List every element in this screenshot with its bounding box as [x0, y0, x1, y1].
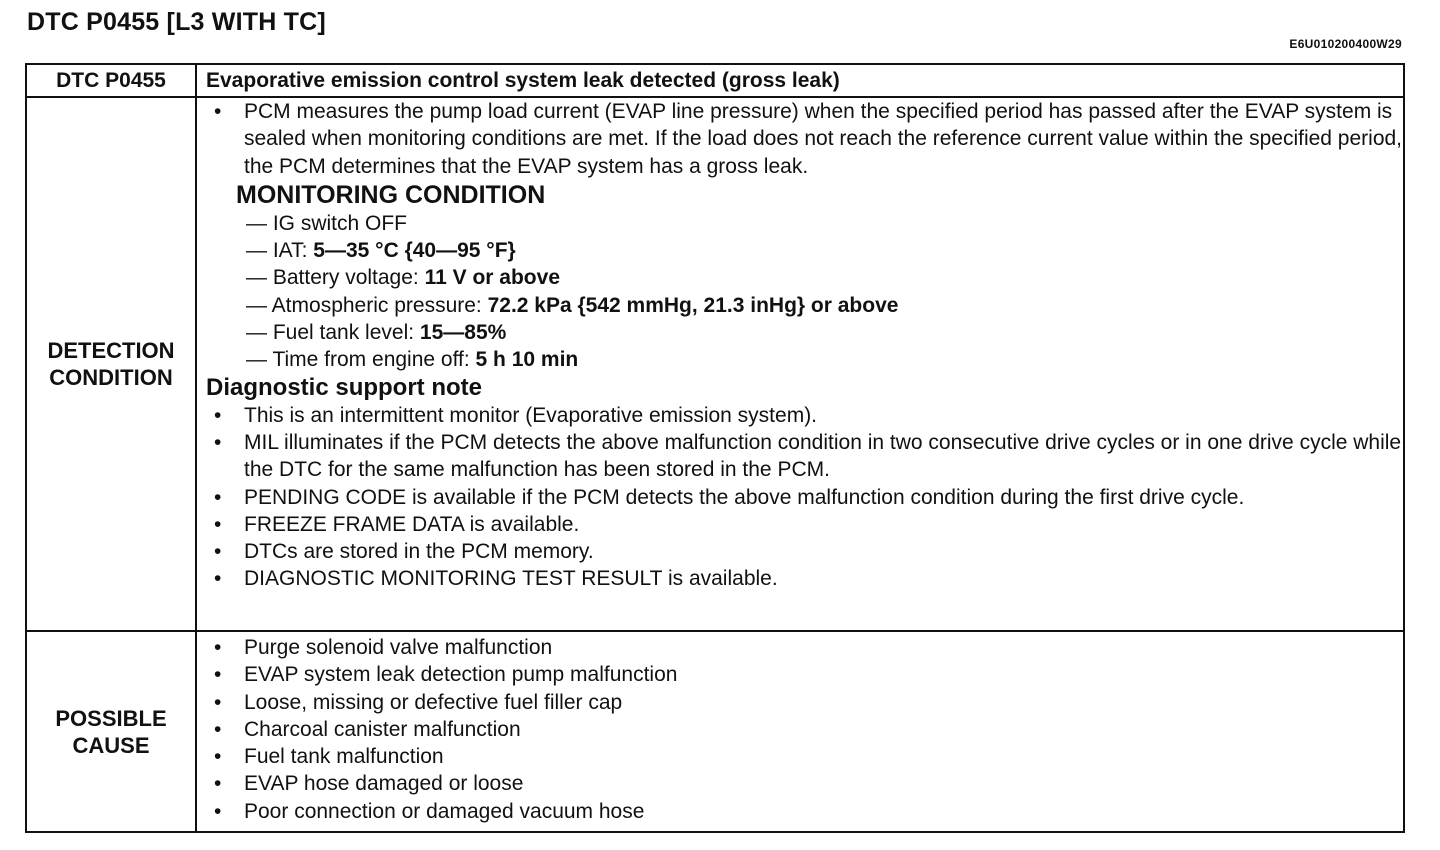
- list-item: • This is an intermittent monitor (Evaporative emission system).: [206, 402, 1403, 429]
- list-item: • Charcoal canister malfunction: [206, 716, 1403, 743]
- page-title: DTC P0455 [L3 WITH TC]: [27, 8, 326, 36]
- list-item: • Purge solenoid valve malfunction: [206, 634, 1403, 661]
- detection-intro-list: [206, 98, 1403, 180]
- list-item: • DIAGNOSTIC MONITORING TEST RESULT is available.: [206, 565, 1403, 592]
- cause-label-line2: CAUSE: [72, 732, 150, 758]
- dtc-description-cell: Evaporative emission control system leak detected (gross leak): [196, 64, 1404, 97]
- cause-list: [206, 634, 1403, 825]
- table-header-row: [26, 64, 1404, 97]
- cause-label-line1: POSSIBLE: [55, 705, 167, 731]
- list-item: • Poor connection or damaged vacuum hose: [206, 798, 1403, 825]
- possible-cause-label: [26, 631, 196, 832]
- list-item: • EVAP system leak detection pump malfunction: [206, 661, 1403, 688]
- condition-item: — Time from engine off: 5 h 10 min: [246, 348, 579, 372]
- support-notes-list: [206, 402, 1403, 593]
- list-item: • EVAP hose damaged or loose: [206, 770, 1403, 797]
- detection-intro: • PCM measures the pump load current (EVAP line pressure) when the specified period has passed after the EVAP system is sealed when monitoring conditions are met. If the load does not reach the reference current value within the specified period, the PCM determines that the EVAP system has a gross leak.: [206, 98, 1403, 180]
- condition-item: — IAT: 5—35 °C {40—95 °F}: [246, 239, 516, 263]
- condition-item: — Atmospheric pressure: 72.2 kPa {542 mmHg, 21.3 inHg} or above: [246, 293, 899, 317]
- detection-label-line2: CONDITION: [49, 365, 173, 390]
- condition-item: — IG switch OFF: [246, 211, 408, 235]
- list-item: • Fuel tank malfunction: [206, 743, 1403, 770]
- detection-row: [26, 97, 1404, 631]
- condition-item: — Fuel tank level: 15—85%: [246, 321, 507, 345]
- list-item: • DTCs are stored in the PCM memory.: [206, 538, 1403, 565]
- detection-label-line1: DETECTION: [47, 338, 175, 363]
- detection-condition-content: [196, 97, 1404, 631]
- list-item: • MIL illuminates if the PCM detects the above malfunction condition in two consecutive drive cycles or in one drive cycle while the DTC for the same malfunction has been stored in the PCM.: [206, 429, 1403, 484]
- list-item: • FREEZE FRAME DATA is available.: [206, 511, 1403, 538]
- dtc-table: [25, 63, 1405, 833]
- possible-cause-content: [196, 631, 1404, 832]
- document-code: E6U010200400W29: [1289, 37, 1402, 51]
- monitoring-condition-heading: MONITORING CONDITION: [236, 180, 546, 209]
- diagnostic-support-heading: Diagnostic support note: [206, 373, 482, 401]
- list-item: • PENDING CODE is available if the PCM detects the above malfunction condition during the first drive cycle.: [206, 484, 1403, 511]
- detection-condition-label: [26, 97, 196, 631]
- dtc-code-cell: DTC P0455: [26, 64, 196, 97]
- cause-row: [26, 631, 1404, 832]
- condition-item: — Battery voltage: 11 V or above: [246, 266, 560, 290]
- list-item: • Loose, missing or defective fuel filler cap: [206, 689, 1403, 716]
